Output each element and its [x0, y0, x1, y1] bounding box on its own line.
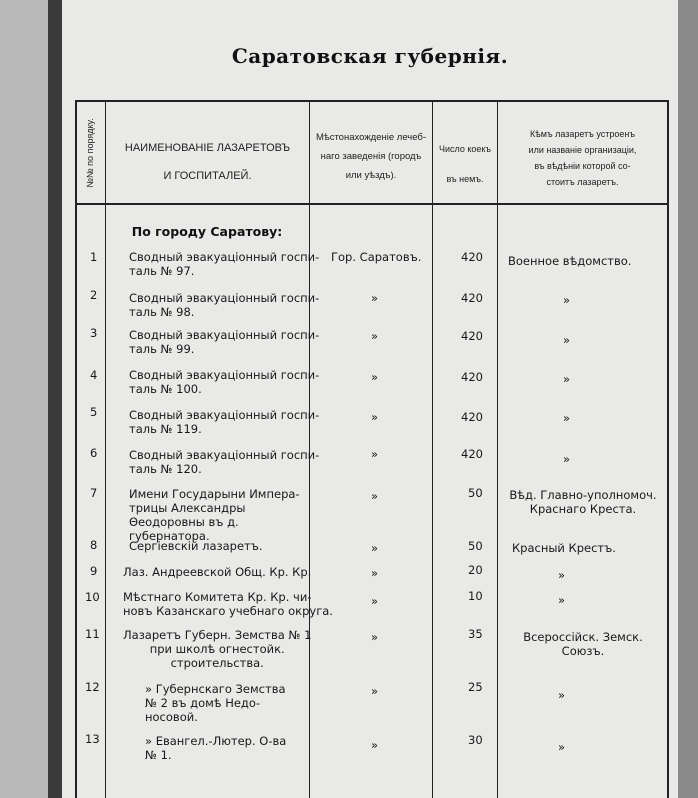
row-number: 7	[90, 486, 98, 500]
row-beds: 420	[461, 410, 483, 424]
row-location: »	[371, 489, 379, 503]
row-location: »	[371, 291, 379, 305]
row-organization: »	[563, 333, 571, 347]
row-number: 13	[85, 732, 100, 746]
row-organization: Вѣд. Главно-уполномоч. Краснаго Креста.	[509, 488, 657, 516]
row-location: »	[371, 630, 379, 644]
row-name: Сергіевскій лазаретъ.	[129, 539, 263, 553]
row-location: Гор. Саратовъ.	[331, 250, 422, 264]
row-name: » Евангел.-Лютер. О-ва № 1.	[145, 734, 287, 762]
row-number: 2	[90, 288, 98, 302]
row-name: Сводный эвакуаціонный госпи- таль № 100.	[129, 368, 320, 396]
hospitals-table	[75, 100, 669, 798]
row-number: 1	[90, 250, 98, 264]
row-beds: 20	[468, 563, 483, 577]
row-name: Сводный эвакуаціонный госпи- таль № 120.	[129, 448, 320, 476]
row-beds: 420	[461, 447, 483, 461]
row-name: Сводный эвакуаціонный госпи- таль № 97.	[129, 250, 320, 278]
row-organization: »	[558, 740, 566, 754]
row-location: »	[371, 594, 379, 608]
header-location: Мѣстонахожденіе лечеб- наго заведенія (городъ или уѣздъ).	[315, 132, 427, 181]
row-location: »	[371, 370, 379, 384]
row-number: 11	[85, 627, 100, 641]
column-divider-beds	[497, 100, 498, 798]
row-organization: »	[558, 688, 566, 702]
book-gutter	[48, 0, 62, 798]
header-organization: Кѣмъ лазаретъ устроенъ или названіе организаціи, въ вѣдѣніи которой со- стоитъ лазаретъ.	[528, 129, 637, 187]
row-name: Сводный эвакуаціонный госпи- таль № 98.	[129, 291, 320, 319]
column-divider-loc	[432, 100, 433, 798]
row-name: Лазаретъ Губерн. Земства № 1 при школѣ огнестойк. строительства.	[123, 628, 312, 670]
column-divider-num	[105, 100, 106, 798]
row-number: 8	[90, 538, 98, 552]
row-beds: 25	[468, 680, 483, 694]
row-organization: »	[563, 411, 571, 425]
row-location: »	[371, 329, 379, 343]
row-location: »	[371, 447, 379, 461]
row-number: 6	[90, 446, 98, 460]
row-beds: 10	[468, 589, 483, 603]
row-name: » Губернскаго Земства № 2 въ домѣ Недо- носовой.	[145, 682, 286, 724]
page-edge	[678, 0, 698, 798]
row-organization: »	[563, 293, 571, 307]
header-beds: Число коекъ въ немъ.	[439, 144, 491, 184]
table-left-border	[75, 100, 77, 798]
row-organization: »	[563, 372, 571, 386]
row-organization: Красный Крестъ.	[512, 541, 616, 555]
table-top-border	[75, 100, 669, 102]
row-number: 3	[90, 326, 98, 340]
row-organization: Военное вѣдомство.	[508, 254, 632, 268]
row-beds: 420	[461, 370, 483, 384]
table-header-border	[75, 203, 669, 205]
row-beds: 420	[461, 250, 483, 264]
row-location: »	[371, 566, 379, 580]
row-number: 10	[85, 590, 100, 604]
row-name: Сводный эвакуаціонный госпи- таль № 99.	[129, 328, 320, 356]
table-right-border	[667, 100, 669, 798]
row-beds: 50	[468, 539, 483, 553]
row-beds: 50	[468, 486, 483, 500]
row-name: Сводный эвакуаціонный госпи- таль № 119.	[129, 408, 320, 436]
row-organization: »	[563, 452, 571, 466]
header-number: №№ по порядку.	[85, 118, 95, 188]
row-location: »	[371, 684, 379, 698]
header-name: НАИМЕНОВАНІЕ ЛАЗАРЕТОВЪ И ГОСПИТАЛЕЙ.	[124, 142, 291, 182]
row-number: 4	[90, 368, 98, 382]
section-title: По городу Саратову:	[131, 224, 283, 239]
row-number: 5	[90, 405, 98, 419]
row-name: Имени Государыни Импера- трицы Александры Θеодоровны въ д. губернатора.	[129, 487, 300, 543]
row-name: Мѣстнаго Комитета Кр. Кр. чи- новъ Казанскаго учебнаго округа.	[123, 590, 333, 618]
row-number: 9	[90, 564, 98, 578]
row-organization: Всероссійск. Земск. Союзъ.	[523, 630, 643, 658]
row-location: »	[371, 541, 379, 555]
row-number: 12	[85, 680, 100, 694]
scan-margin	[0, 0, 48, 798]
row-beds: 30	[468, 733, 483, 747]
page-title: Саратовская губернія.	[231, 44, 509, 68]
row-location: »	[371, 738, 379, 752]
row-beds: 420	[461, 291, 483, 305]
row-beds: 35	[468, 627, 483, 641]
row-organization: »	[558, 593, 566, 607]
row-location: »	[371, 410, 379, 424]
row-beds: 420	[461, 329, 483, 343]
row-name: Лаз. Андреевской Общ. Кр. Кр.	[123, 565, 312, 579]
row-organization: »	[558, 568, 566, 582]
